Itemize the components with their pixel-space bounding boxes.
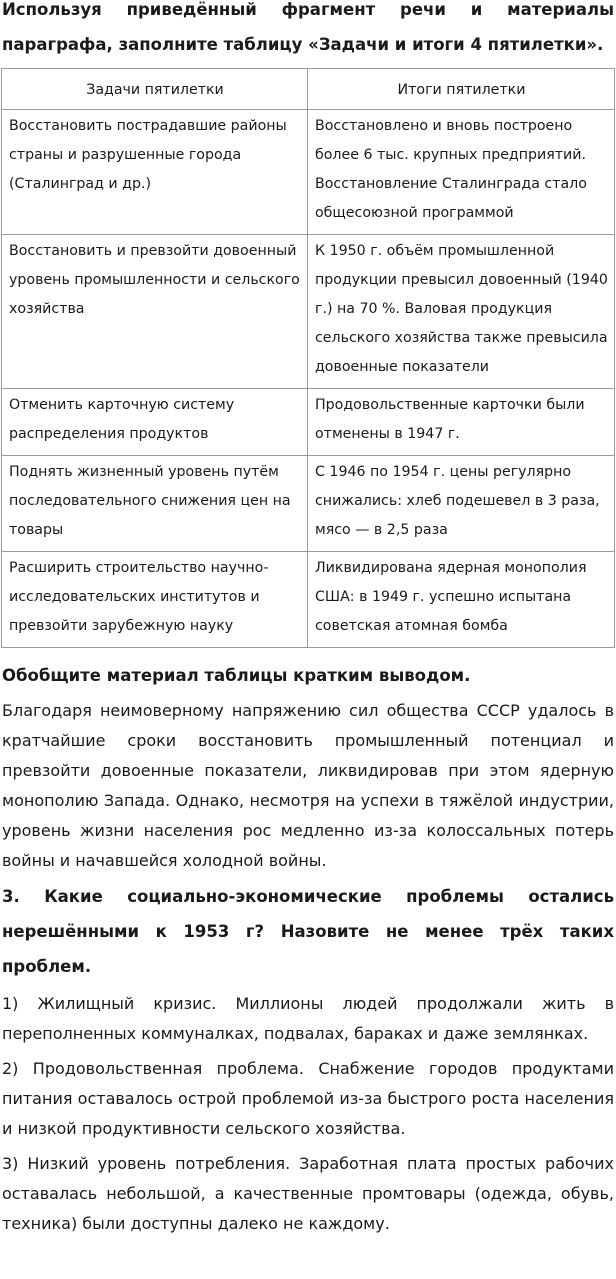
- result-cell: С 1946 по 1954 г. цены регулярно снижались: хлеб подешевел в 3 раза, мясо — в 2,5 раза: [308, 456, 615, 552]
- result-cell: К 1950 г. объём промышленной продукции превысил довоенный (1940 г.) на 70 %. Валовая продукция сельского хозяйства также превысила довоенные показатели: [308, 235, 615, 389]
- result-cell: Ликвидирована ядерная монополия США: в 1949 г. успешно испытана советская атомная бомба: [308, 552, 615, 648]
- question-3-heading: 3. Какие социально-экономические проблемы остались нерешёнными к 1953 г? Назовите не менее трёх таких проблем.: [2, 887, 614, 976]
- task-cell: Расширить строительство научно-исследовательских институтов и превзойти зарубежную науку: [2, 552, 308, 648]
- conclusion-paragraph: Благодаря неимоверному напряжению сил общества СССР удалось в кратчайшие сроки восстановить промышленный потенциал и превзойти довоенные показатели, ликвидировав при этом ядерную монополию Запада. Однако, несмотря на успехи в тяжёлой индустрии, уровень жизни населения рос медленно из-за колоссальных потерь войны и начавшейся холодной войны.: [2, 701, 614, 870]
- answer-item-2: 2) Продовольственная проблема. Снабжение городов продуктами питания оставалось острой проблемой из-за быстрого роста населения и низкой продуктивности сельского хозяйства.: [2, 1059, 614, 1138]
- table-header-row: [2, 69, 615, 110]
- table-row: [2, 235, 615, 389]
- table-row: [2, 552, 615, 648]
- task-heading: Используя приведённый фрагмент речи и материалы параграфа, заполните таблицу «Задачи и итоги 4 пятилетки».: [2, 0, 614, 54]
- table-row: [2, 110, 615, 235]
- result-cell: Восстановлено и вновь построено более 6 тыс. крупных предприятий. Восстановление Сталинграда стало общесоюзной программой: [308, 110, 615, 235]
- tasks-results-table: [1, 68, 615, 648]
- table-row: [2, 389, 615, 456]
- task-cell: Восстановить пострадавшие районы страны и разрушенные города (Сталинград и др.): [2, 110, 308, 235]
- answer-item-1: 1) Жилищный кризис. Миллионы людей продолжали жить в переполненных коммуналках, подвалах, бараках и даже землянках.: [2, 994, 614, 1043]
- conclusion-heading: Обобщите материал таблицы кратким выводом.: [2, 666, 471, 685]
- task-cell: Поднять жизненный уровень путём последовательного снижения цен на товары: [2, 456, 308, 552]
- task-cell: Отменить карточную систему распределения продуктов: [2, 389, 308, 456]
- column-header-results: Итоги пятилетки: [308, 69, 615, 110]
- task-cell: Восстановить и превзойти довоенный уровень промышленности и сельского хозяйства: [2, 235, 308, 389]
- column-header-tasks: Задачи пятилетки: [2, 69, 308, 110]
- table-row: [2, 456, 615, 552]
- answer-item-3: 3) Низкий уровень потребления. Заработная плата простых рабочих оставалась небольшой, а качественные промтовары (одежда, обувь, техника) были доступны далеко не каждому.: [2, 1154, 614, 1233]
- result-cell: Продовольственные карточки были отменены в 1947 г.: [308, 389, 615, 456]
